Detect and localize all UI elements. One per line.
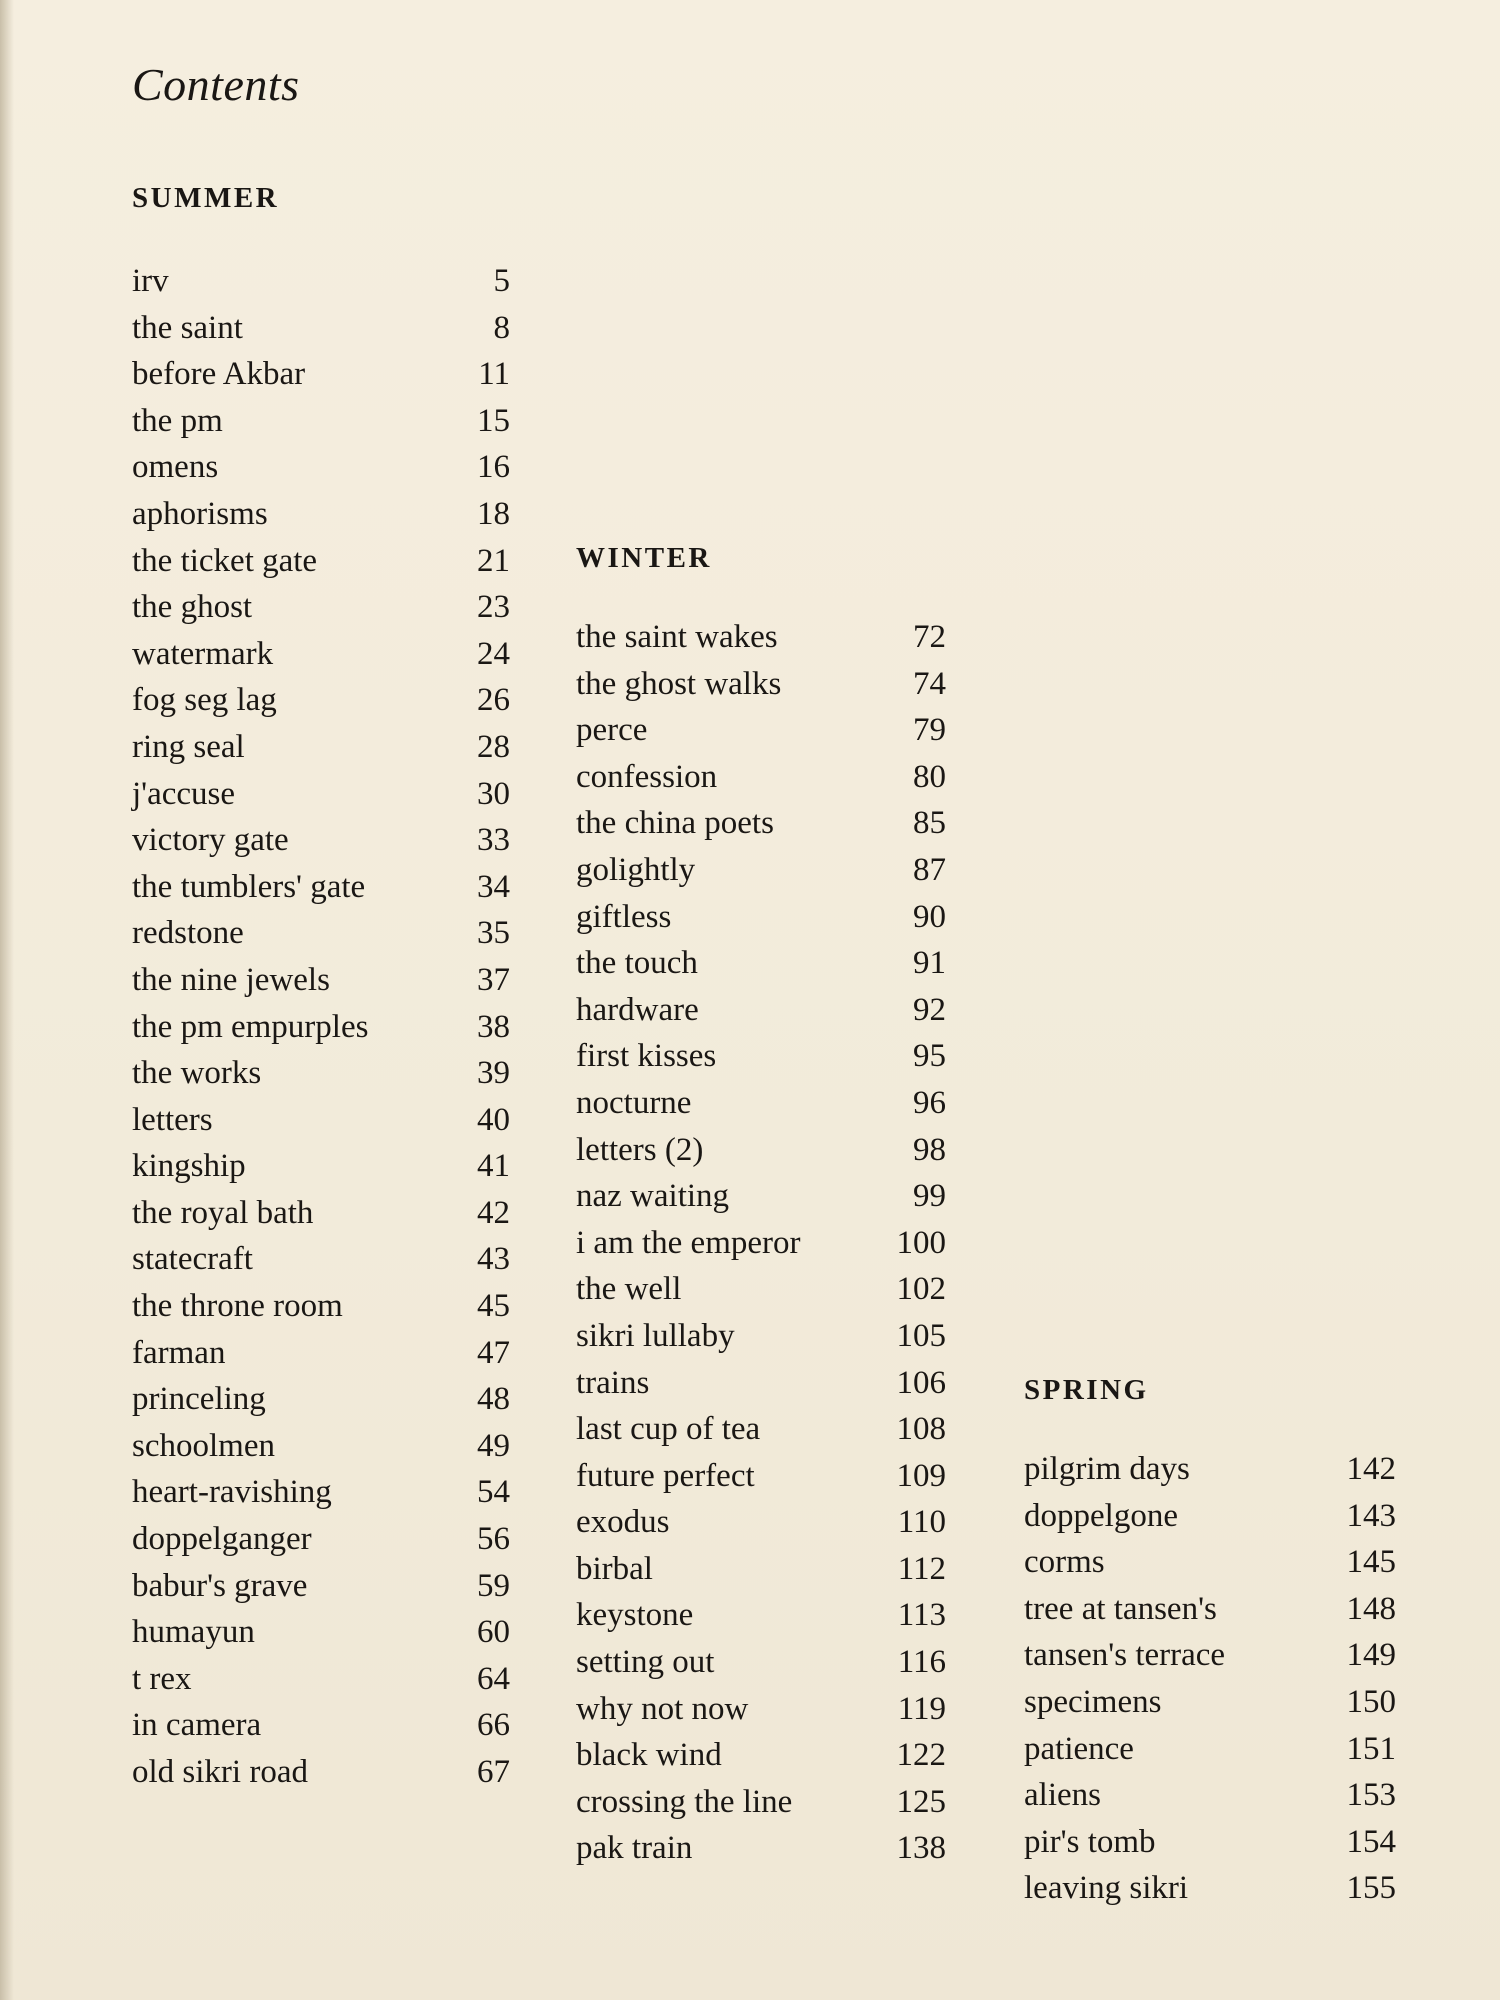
toc-entry (1024, 1586, 1396, 1633)
toc-entry (576, 1080, 946, 1127)
toc-entry-title: confession (576, 758, 718, 795)
toc-entry-page-number: 151 (1346, 1730, 1396, 1767)
toc-entry-title: i am the emperor (576, 1224, 801, 1261)
toc-entry-page-number: 56 (477, 1521, 510, 1558)
toc-entry-page-number: 143 (1346, 1497, 1396, 1534)
toc-entry-title: naz waiting (576, 1178, 730, 1215)
toc-entry (576, 1546, 946, 1593)
toc-entry-title: j'accuse (132, 775, 236, 812)
toc-entry-page-number: 138 (896, 1830, 946, 1867)
toc-entry-page-number: 59 (477, 1567, 510, 1604)
toc-entry (132, 817, 510, 864)
section-heading-spring: SPRING (1024, 1374, 1149, 1406)
toc-entry-title: the nine jewels (132, 961, 330, 998)
toc-entry-title: the china poets (576, 805, 774, 842)
toc-entry-page-number: 54 (477, 1474, 510, 1511)
toc-entry-title: t rex (132, 1660, 192, 1697)
toc-entry (132, 1236, 510, 1283)
toc-entry-title: exodus (576, 1504, 670, 1541)
toc-entry-title: letters (2) (576, 1131, 704, 1168)
toc-entry-title: doppelganger (132, 1521, 312, 1558)
toc-entry-page-number: 8 (493, 309, 510, 346)
toc-entry (132, 1702, 510, 1749)
toc-entry-title: before Akbar (132, 356, 306, 393)
toc-entry (132, 1097, 510, 1144)
toc-entry-title: future perfect (576, 1457, 755, 1494)
toc-entry-page-number: 105 (896, 1317, 946, 1354)
toc-entry-page-number: 16 (477, 449, 510, 486)
toc-entry-page-number: 23 (477, 589, 510, 626)
toc-entry-page-number: 39 (477, 1055, 510, 1092)
toc-entry-page-number: 110 (897, 1504, 946, 1541)
toc-entry-title: hardware (576, 991, 699, 1028)
toc-entry-title: tree at tansen's (1024, 1590, 1217, 1627)
toc-entry (576, 800, 946, 847)
toc-entry-title: old sikri road (132, 1754, 308, 1790)
toc-entry-page-number: 64 (477, 1660, 510, 1697)
toc-entry-title: redstone (132, 915, 244, 952)
toc-entry-title: babur's grave (132, 1567, 308, 1604)
toc-entry-title: ring seal (132, 728, 245, 765)
toc-entry-page-number: 95 (913, 1038, 946, 1075)
toc-entry-page-number: 11 (478, 356, 510, 393)
section-heading-summer: SUMMER (132, 182, 280, 214)
toc-entry-page-number: 125 (896, 1783, 946, 1820)
toc-entry-title: perce (576, 712, 648, 749)
toc-entry-page-number: 116 (897, 1644, 946, 1681)
toc-entry (576, 1266, 946, 1313)
toc-entry (132, 1376, 510, 1423)
toc-entry (576, 894, 946, 941)
toc-entry (576, 847, 946, 894)
toc-entry (132, 1749, 510, 1796)
toc-entry (132, 1423, 510, 1470)
toc-entry-title: the saint (132, 309, 243, 346)
toc-entry-title: leaving sikri (1024, 1870, 1189, 1907)
toc-entry-page-number: 37 (477, 961, 510, 998)
toc-entry (132, 1143, 510, 1190)
toc-entry (1024, 1539, 1396, 1586)
toc-entry-page-number: 119 (897, 1690, 946, 1727)
toc-entry-title: pilgrim days (1024, 1451, 1190, 1487)
toc-entry-page-number: 18 (477, 495, 510, 532)
toc-entry-page-number: 108 (896, 1411, 946, 1448)
toc-entry-page-number: 40 (477, 1101, 510, 1138)
entries-winter (576, 614, 946, 1872)
toc-entry (576, 1779, 946, 1826)
toc-entry (132, 351, 510, 398)
toc-entry (132, 957, 510, 1004)
toc-entry-page-number: 90 (913, 898, 946, 935)
section-summer (132, 178, 510, 1796)
toc-entry (576, 940, 946, 987)
toc-entry (1024, 1493, 1396, 1540)
toc-entry-page-number: 60 (477, 1614, 510, 1651)
toc-entry-title: golightly (576, 851, 696, 888)
toc-entry-title: black wind (576, 1737, 722, 1774)
toc-entry-title: kingship (132, 1148, 246, 1185)
toc-entry (1024, 1679, 1396, 1726)
toc-entry (576, 1592, 946, 1639)
toc-entry (132, 444, 510, 491)
toc-entry (132, 1190, 510, 1237)
toc-entry-page-number: 35 (477, 915, 510, 952)
toc-entry (1024, 1865, 1396, 1912)
toc-entry-page-number: 109 (896, 1457, 946, 1494)
toc-entry-page-number: 155 (1346, 1870, 1396, 1907)
toc-entry-page-number: 24 (477, 635, 510, 672)
toc-entry (1024, 1632, 1396, 1679)
toc-entry (576, 1406, 946, 1453)
toc-entry-page-number: 72 (913, 619, 946, 655)
toc-entry-page-number: 21 (477, 542, 510, 579)
toc-entry-page-number: 47 (477, 1334, 510, 1371)
toc-entry (576, 1173, 946, 1220)
toc-entry (132, 1469, 510, 1516)
toc-entry (576, 1732, 946, 1779)
toc-entry-title: the tumblers' gate (132, 868, 366, 905)
toc-entry-page-number: 30 (477, 775, 510, 812)
toc-entry-title: schoolmen (132, 1427, 275, 1464)
toc-entry (132, 631, 510, 678)
toc-entry-page-number: 67 (477, 1754, 510, 1790)
toc-entry-page-number: 102 (896, 1271, 946, 1308)
toc-entry (1024, 1819, 1396, 1866)
toc-entry (132, 1330, 510, 1377)
toc-entry-title: why not now (576, 1690, 749, 1727)
toc-entry-title: watermark (132, 635, 274, 672)
toc-entry-title: humayun (132, 1614, 255, 1651)
toc-entry-title: aphorisms (132, 495, 268, 532)
toc-entry (1024, 1446, 1396, 1493)
toc-entry-page-number: 145 (1346, 1544, 1396, 1581)
toc-entry-page-number: 154 (1346, 1823, 1396, 1860)
toc-entry-page-number: 5 (493, 263, 510, 299)
toc-entry-page-number: 149 (1346, 1637, 1396, 1674)
toc-entry (132, 1283, 510, 1330)
toc-entry-page-number: 113 (897, 1597, 946, 1634)
toc-entry-title: the well (576, 1271, 682, 1308)
toc-entry (576, 1639, 946, 1686)
toc-entry (576, 1825, 946, 1872)
toc-entry-page-number: 122 (896, 1737, 946, 1774)
toc-entry-title: irv (132, 263, 169, 299)
toc-entry-title: tansen's terrace (1024, 1637, 1226, 1674)
toc-entry (576, 661, 946, 708)
toc-entry-title: sikri lullaby (576, 1317, 735, 1354)
toc-entry-title: princeling (132, 1381, 266, 1418)
toc-entry-title: statecraft (132, 1241, 253, 1278)
toc-entry-page-number: 153 (1346, 1777, 1396, 1814)
toc-entry (1024, 1726, 1396, 1773)
toc-entry-title: birbal (576, 1550, 653, 1587)
toc-entry-page-number: 34 (477, 868, 510, 905)
toc-entry (132, 491, 510, 538)
toc-entry (576, 1127, 946, 1174)
toc-entry-page-number: 33 (477, 822, 510, 859)
toc-entry-title: nocturne (576, 1084, 692, 1121)
toc-entry (132, 305, 510, 352)
toc-entry-title: last cup of tea (576, 1411, 761, 1448)
toc-entry (576, 614, 946, 661)
toc-entry-page-number: 99 (913, 1178, 946, 1215)
toc-entry-page-number: 48 (477, 1381, 510, 1418)
toc-entry-title: omens (132, 449, 219, 486)
toc-entry-title: the ticket gate (132, 542, 318, 579)
toc-entry (132, 677, 510, 724)
toc-entry-title: crossing the line (576, 1783, 793, 1820)
toc-entry-title: fog seg lag (132, 682, 277, 719)
entries-spring (1024, 1446, 1396, 1912)
toc-entry-title: the throne room (132, 1288, 343, 1325)
toc-entry (576, 1220, 946, 1267)
toc-entry-title: letters (132, 1101, 213, 1138)
toc-entry-page-number: 87 (913, 851, 946, 888)
toc-entry-page-number: 26 (477, 682, 510, 719)
toc-entry (576, 1313, 946, 1360)
toc-entry-page-number: 80 (913, 758, 946, 795)
toc-entry-page-number: 42 (477, 1194, 510, 1231)
toc-entry-title: specimens (1024, 1683, 1162, 1720)
toc-entry-title: heart-ravishing (132, 1474, 332, 1511)
toc-entry-title: the works (132, 1055, 262, 1092)
toc-entry (132, 724, 510, 771)
toc-entry-page-number: 100 (896, 1224, 946, 1261)
section-winter (576, 538, 946, 1872)
toc-entry (576, 754, 946, 801)
page-title: Contents (132, 59, 300, 110)
toc-entry-page-number: 41 (477, 1148, 510, 1185)
toc-entry-title: the royal bath (132, 1194, 314, 1231)
toc-entry-title: corms (1024, 1544, 1105, 1581)
toc-entry-title: victory gate (132, 822, 289, 859)
toc-entry-title: keystone (576, 1597, 694, 1634)
toc-entry-page-number: 38 (477, 1008, 510, 1045)
toc-entry-title: the pm empurples (132, 1008, 369, 1045)
toc-entry (576, 707, 946, 754)
toc-entry-page-number: 142 (1346, 1451, 1396, 1487)
toc-entry (132, 1004, 510, 1051)
toc-entry-title: the saint wakes (576, 619, 778, 655)
toc-entry-title: trains (576, 1364, 650, 1401)
toc-entry-page-number: 91 (913, 945, 946, 982)
toc-entry-page-number: 49 (477, 1427, 510, 1464)
toc-entry-title: pir's tomb (1024, 1823, 1156, 1860)
toc-entry-title: first kisses (576, 1038, 717, 1075)
toc-entry-page-number: 43 (477, 1241, 510, 1278)
toc-entry-page-number: 15 (477, 402, 510, 439)
toc-entry (132, 771, 510, 818)
toc-entry-page-number: 96 (913, 1084, 946, 1121)
toc-entry-title: farman (132, 1334, 226, 1371)
toc-entry (132, 538, 510, 585)
toc-entry-title: the ghost walks (576, 665, 782, 702)
toc-entry-title: in camera (132, 1707, 262, 1744)
toc-entry-title: giftless (576, 898, 672, 935)
toc-entry-page-number: 74 (913, 665, 946, 702)
toc-entry (132, 584, 510, 631)
toc-entry-title: patience (1024, 1730, 1134, 1767)
toc-entry (576, 1033, 946, 1080)
toc-entry (132, 910, 510, 957)
toc-entry (132, 1050, 510, 1097)
toc-entry-title: the touch (576, 945, 698, 982)
toc-entry (132, 1516, 510, 1563)
toc-entry-title: the ghost (132, 589, 253, 626)
toc-entry-page-number: 79 (913, 712, 946, 749)
toc-entry (576, 1499, 946, 1546)
section-heading-winter: WINTER (576, 542, 712, 574)
entries-summer (132, 258, 510, 1796)
toc-entry-page-number: 148 (1346, 1590, 1396, 1627)
toc-entry (132, 1656, 510, 1703)
section-spring (1024, 1370, 1396, 1912)
toc-entry-page-number: 112 (897, 1550, 946, 1587)
toc-entry-page-number: 98 (913, 1131, 946, 1168)
toc-entry (576, 1686, 946, 1733)
toc-entry-page-number: 106 (896, 1364, 946, 1401)
toc-entry-title: the pm (132, 402, 223, 439)
toc-entry (132, 1609, 510, 1656)
toc-entry-page-number: 45 (477, 1288, 510, 1325)
toc-entry-page-number: 92 (913, 991, 946, 1028)
toc-entry-page-number: 85 (913, 805, 946, 842)
toc-entry-page-number: 150 (1346, 1683, 1396, 1720)
toc-entry (132, 258, 510, 305)
toc-entry (132, 398, 510, 445)
toc-entry (576, 1453, 946, 1500)
toc-entry (576, 1360, 946, 1407)
toc-entry (1024, 1772, 1396, 1819)
toc-entry (132, 1563, 510, 1610)
toc-entry-page-number: 28 (477, 728, 510, 765)
toc-entry-title: aliens (1024, 1777, 1101, 1814)
toc-entry-page-number: 66 (477, 1707, 510, 1744)
toc-entry (132, 864, 510, 911)
toc-entry (576, 987, 946, 1034)
toc-entry-title: doppelgone (1024, 1497, 1178, 1534)
toc-entry-title: pak train (576, 1830, 693, 1867)
toc-entry-title: setting out (576, 1644, 715, 1681)
